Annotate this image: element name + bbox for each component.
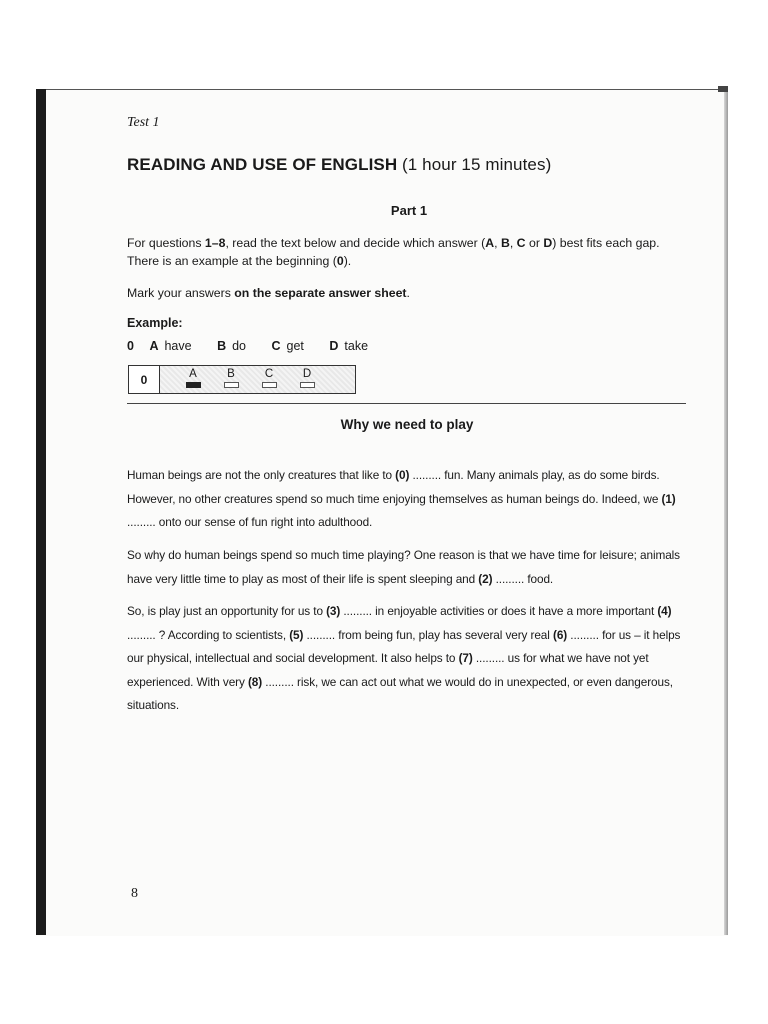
divider-rule [127,403,686,404]
answer-mark-empty [224,382,239,388]
instr-opt-a: A [485,236,495,250]
gap-5: (5) [289,627,304,642]
instr-text: ) best fits each gap. [552,236,660,250]
answer-option-c: C [258,366,280,393]
test-label: Test 1 [127,115,160,130]
instr-text: There is an example at the beginning ( [127,254,337,268]
instr-text: ). [343,254,352,268]
text-paragraph-1: Human beings are not the only creatures that like to (0) ......... fun. Many animals play, as do some birds. However, no other creatures spend so much time enjoying themselves as human beings do. Indeed, we (1) ......... onto our sense of fun right into adulthood. [127,468,676,529]
instr-range: 1–8 [204,236,226,250]
text-paragraph-2: So why do human beings spend so much time playing? One reason is that we have time for leisure; animals have very little time to play as most of their life is spent sleeping and (2) ......... food. [127,548,680,586]
title-bold: READING AND USE OF ENGLISH [127,155,398,174]
gap-0: (0) [395,468,410,482]
answer-box-question: 0 [129,366,160,393]
corner-mark [718,86,728,92]
gap-2: (2) [478,571,493,586]
answer-mark-empty [262,382,277,388]
instr-sep: , [494,236,501,250]
example-number: 0 [127,339,134,353]
page-edge-shadow [724,92,728,935]
page-title [127,155,551,175]
answer-mark-empty [300,382,315,388]
example-option-d: D take [329,339,369,353]
example-answer-box [128,365,356,394]
gap-7: (7) [458,651,473,665]
instr-example-num: 0 [336,254,344,268]
gap-8: (8) [247,674,263,689]
instr-text: . [406,286,410,300]
example-label: Example: [127,316,183,330]
page-number: 8 [131,886,138,901]
text-paragraph-3: So, is play just an opportunity for us to (3) ......... in enjoyable activities or does it have a more important (4) ......... ? According to scientists, (5) ......... from being fun, play has several very real (6) ......... for us – it helps our physical, intellectual and social development. It also helps to (7) ......... us for what we have not yet experienced. With very (8) ......... risk, we can act out what we would do in unexpected, or even dangerous, situations. [127,604,681,712]
answer-option-d: D [296,366,318,393]
instructions-questions [127,234,697,270]
instructions-answer-sheet [127,284,697,302]
example-option-b: B do [217,339,246,353]
instr-opt-c: C [516,236,526,250]
instr-text: , read the text below and decide which answer ( [225,236,486,250]
instr-text: For questions [127,236,205,250]
instr-opt-d: D [543,236,553,250]
instr-text: Mark your answers [127,286,235,300]
example-options [127,339,390,353]
instr-sep: , [509,236,517,250]
instr-sep: or [525,236,544,250]
answer-option-a: A [182,366,204,393]
answer-mark-filled [186,382,201,388]
text-title: Why we need to play [340,417,474,432]
answer-option-b: B [220,366,242,393]
gap-1: (1) [661,491,676,506]
gap-3: (3) [326,604,341,618]
gap-6: (6) [552,627,568,642]
answer-box-options [160,366,355,393]
part-heading: Part 1 [390,203,428,218]
instr-answer-sheet: on the separate answer sheet [234,286,407,300]
title-duration: (1 hour 15 minutes) [397,155,552,174]
gap-4: (4) [657,604,672,618]
example-option-a: A have [149,339,192,353]
instr-opt-b: B [500,236,510,250]
example-option-c: C get [271,339,304,353]
